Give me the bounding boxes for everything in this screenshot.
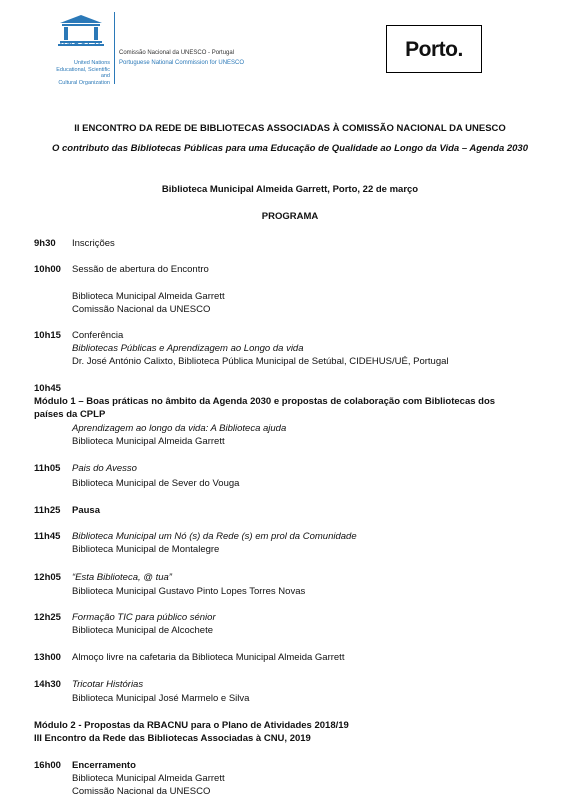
program-line: Dr. José António Calixto, Biblioteca Pública Municipal de Setúbal, CIDEHUS/UÉ, Portugal — [72, 356, 449, 367]
program-line: Formação TIC para público sénior — [72, 612, 216, 623]
module-2-heading: Módulo 2 - Propostas da RBACNU para o Plano de Atividades 2018/19 — [34, 720, 349, 731]
program-time: 10h45 — [34, 383, 61, 394]
program-line: Biblioteca Municipal José Marmelo e Silva — [72, 693, 250, 704]
program-line: Biblioteca Municipal Gustavo Pinto Lopes Torres Novas — [72, 586, 306, 597]
program-line: Pais do Avesso — [72, 463, 137, 474]
program-line: Bibliotecas Públicas e Aprendizagem ao Longo da vida — [72, 343, 304, 354]
program-line: Biblioteca Municipal de Montalegre — [72, 544, 220, 555]
program-line: Biblioteca Municipal Almeida Garrett — [72, 773, 225, 784]
program-time: 12h25 — [34, 612, 61, 623]
porto-logo: Porto. — [386, 25, 482, 73]
program-time: 10h00 — [34, 264, 61, 275]
program-line: Conferência — [72, 330, 124, 341]
commission-pt: Comissão Nacional da UNESCO - Portugal — [119, 50, 235, 56]
program-time: 12h05 — [34, 572, 61, 583]
commission-en: Portuguese National Commission for UNESCO — [119, 60, 245, 66]
program-time: 13h00 — [34, 652, 61, 663]
program-line: Tricotar Histórias — [72, 679, 144, 690]
program-line: Biblioteca Municipal um Nó (s) da Rede (s) em prol da Comunidade — [72, 531, 357, 542]
program-line: Biblioteca Municipal de Sever do Vouga — [72, 478, 240, 489]
program-time: 10h15 — [34, 330, 61, 341]
program-line: “Esta Biblioteca, @ tua” — [72, 572, 172, 583]
module-2-subheading: III Encontro da Rede das Bibliotecas Associadas à CNU, 2019 — [34, 733, 311, 744]
program-time: 11h45 — [34, 531, 61, 542]
program-line: Sessão de abertura do Encontro — [72, 264, 209, 275]
program-line: Comissão Nacional da UNESCO — [72, 304, 211, 315]
program-line: Biblioteca Municipal de Alcochete — [72, 625, 214, 636]
document-title: II ENCONTRO DA REDE DE BIBLIOTECAS ASSOCIADAS À COMISSÃO NACIONAL DA UNESCO — [74, 123, 506, 134]
program-line: Aprendizagem ao longo da vida: A Biblioteca ajuda — [72, 423, 287, 434]
program-line: Inscrições — [72, 238, 115, 249]
program-line: Almoço livre na cafetaria da Biblioteca Municipal Almeida Garrett — [72, 652, 345, 663]
program-line: Comissão Nacional da UNESCO — [72, 786, 211, 797]
module-1-heading: Módulo 1 – Boas práticas no âmbito da Agenda 2030 e propostas de colaboração com Bibliotecas dos países da CPLP — [34, 396, 496, 420]
header — [0, 0, 580, 100]
logo-divider — [114, 12, 115, 84]
unesco-org-name: United Nations Educational, Scientific and Cultural Organization — [56, 60, 110, 86]
program-line: Pausa — [72, 505, 100, 516]
program-time: 14h30 — [34, 679, 61, 690]
program-line: Biblioteca Municipal Almeida Garrett — [72, 436, 225, 447]
program-line: Encerramento — [72, 760, 136, 771]
program-time: 11h25 — [34, 505, 61, 516]
document-subtitle: O contributo das Bibliotecas Públicas para uma Educação de Qualidade ao Longo da Vida – Agenda 2030 — [52, 143, 528, 154]
program-time: 11h05 — [34, 463, 61, 474]
unesco-word: UNESCO — [60, 41, 102, 48]
program-time: 16h00 — [34, 760, 61, 771]
programa-heading: PROGRAMA — [261, 211, 319, 222]
event-place-date: Biblioteca Municipal Almeida Garrett, Porto, 22 de março — [161, 184, 419, 195]
program-line: Biblioteca Municipal Almeida Garrett — [72, 291, 225, 302]
program-time: 9h30 — [34, 238, 56, 249]
